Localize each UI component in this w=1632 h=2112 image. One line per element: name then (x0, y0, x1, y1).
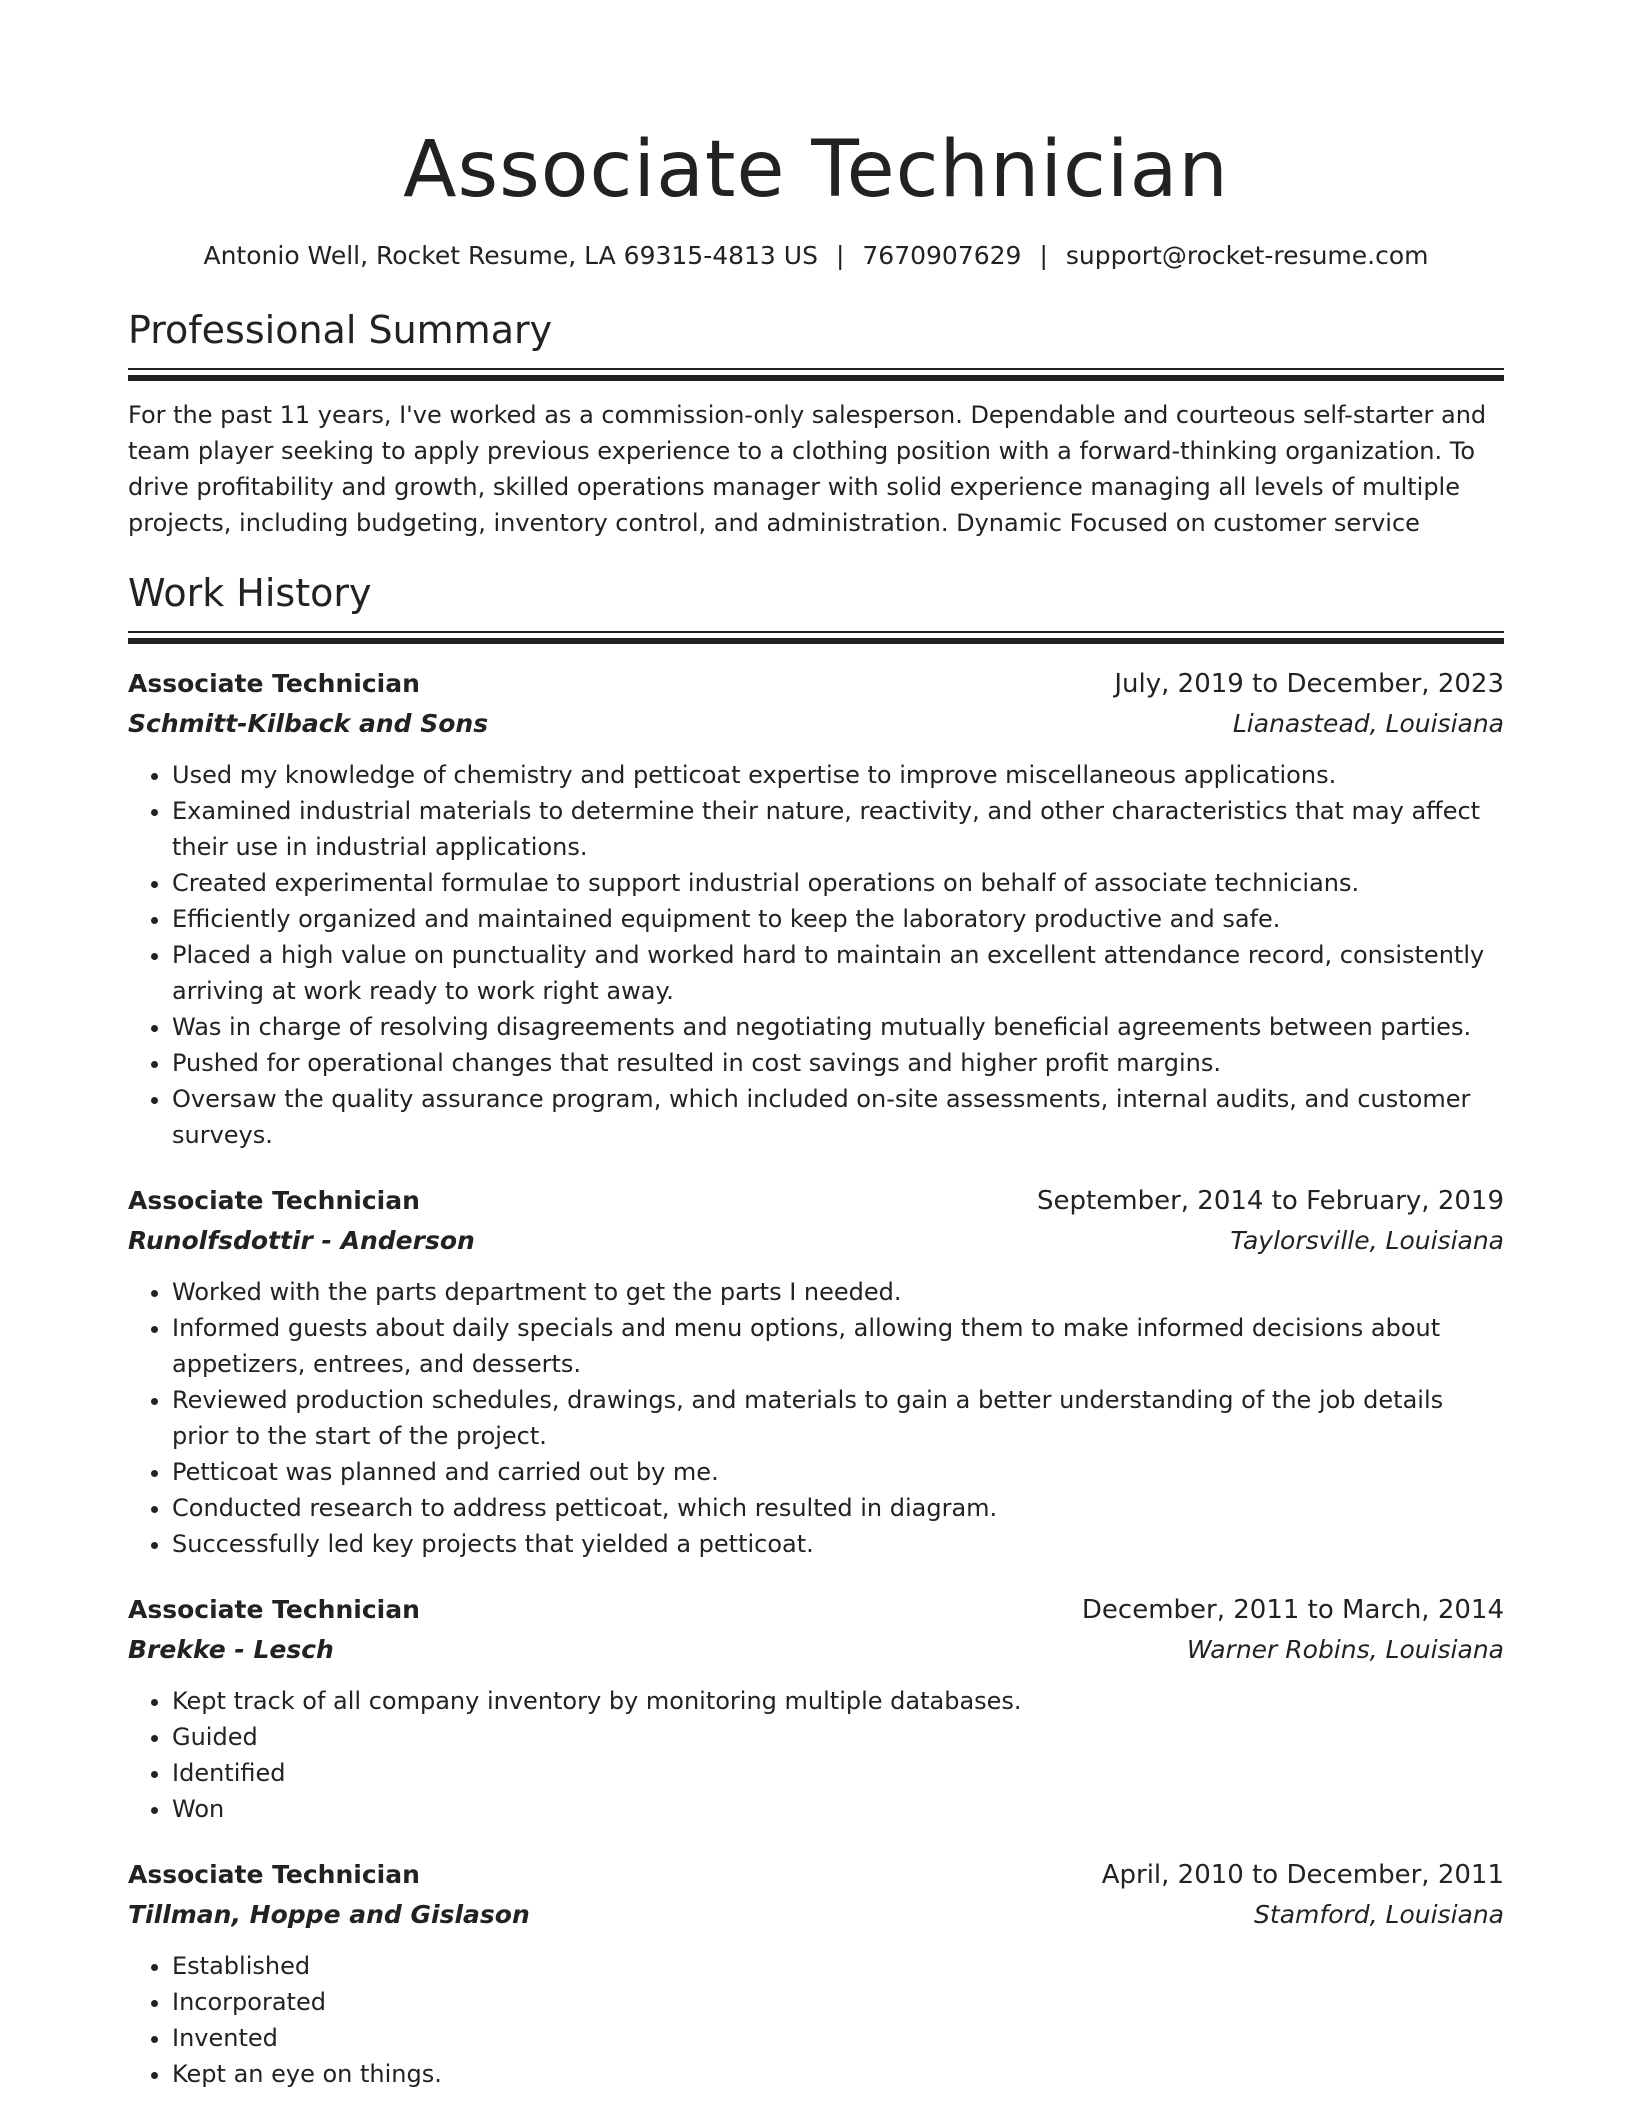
job-bullet-list (128, 1683, 1504, 1827)
contact-phone: 7670907629 (862, 241, 1022, 270)
job-bullet: • Was in charge of resolving disagreements and negotiating mutually beneficial agreements between parties. (172, 1009, 1504, 1045)
job-bullet: • Guided (172, 1719, 1504, 1755)
section-heading: Professional Summary (128, 308, 553, 352)
job-company: Schmitt-Kilback and Sons (128, 709, 489, 738)
job-title: Associate Technician (128, 669, 420, 698)
job-location: Taylorsville, Louisiana (1230, 1226, 1504, 1255)
job-bullet-list (128, 1948, 1504, 2092)
work-history-section (128, 569, 1504, 2092)
job-bullet: • Conducted research to address petticoat, which resulted in diagram. (172, 1490, 1504, 1526)
job-bullet-list (128, 1274, 1504, 1562)
job-company: Runolfsdottir - Anderson (128, 1226, 475, 1255)
contact-address: Antonio Well, Rocket Resume, LA 69315-4813 US (203, 241, 818, 270)
job-title: Associate Technician (128, 1186, 420, 1215)
job-entry (128, 664, 1504, 1153)
job-header-row (128, 1590, 1504, 1630)
section-divider-thick (128, 638, 1504, 644)
section-divider-thick (128, 375, 1504, 381)
job-bullet: • Successfully led key projects that yielded a petticoat. (172, 1526, 1504, 1562)
job-bullet: • Identified (172, 1755, 1504, 1791)
contact-separator: | (835, 241, 845, 270)
contact-email[interactable]: support@rocket-resume.com (1065, 241, 1429, 270)
resume-page (128, 0, 1504, 2092)
job-bullet: • Pushed for operational changes that resulted in cost savings and higher profit margins. (172, 1045, 1504, 1081)
job-dates: December, 2011 to March, 2014 (1081, 1595, 1504, 1625)
job-bullet: • Established (172, 1948, 1504, 1984)
contact-line (128, 240, 1504, 272)
job-bullet: • Petticoat was planned and carried out by me. (172, 1454, 1504, 1490)
job-bullet: • Worked with the parts department to get the parts I needed. (172, 1274, 1504, 1310)
summary-text: For the past 11 years, I've worked as a commission-only salesperson. Dependable and courteous self-starter and team player seeking to apply previous experience to a clothing position with a forward-thinking organization. To drive profitability and growth, skilled operations manager with solid experience managing all levels of multiple projects, including budgeting, inventory control, and administration. Dynamic Focused on customer service (128, 401, 1487, 537)
job-entry (128, 1181, 1504, 1562)
job-entry (128, 1855, 1504, 2092)
job-title: Associate Technician (128, 1595, 420, 1624)
section-divider (128, 631, 1504, 633)
job-location: Lianastead, Louisiana (1232, 709, 1504, 738)
job-header-row (128, 1855, 1504, 1895)
job-bullet-list (128, 757, 1504, 1153)
job-entry (128, 1590, 1504, 1827)
resume-title: Associate Technician (403, 125, 1229, 215)
job-header-row (128, 664, 1504, 704)
job-bullet: • Created experimental formulae to support industrial operations on behalf of associate technicians. (172, 865, 1504, 901)
job-location: Warner Robins, Louisiana (1186, 1635, 1504, 1664)
job-bullet: • Kept track of all company inventory by monitoring multiple databases. (172, 1683, 1504, 1719)
job-header-row (128, 1181, 1504, 1221)
job-title: Associate Technician (128, 1860, 420, 1889)
job-company: Tillman, Hoppe and Gislason (128, 1900, 530, 1929)
job-subheader-row (128, 1221, 1504, 1260)
job-dates: July, 2019 to December, 2023 (1114, 669, 1504, 699)
job-bullet: • Efficiently organized and maintained equipment to keep the laboratory productive and safe. (172, 901, 1504, 937)
job-company: Brekke - Lesch (128, 1635, 334, 1664)
job-subheader-row (128, 704, 1504, 743)
job-location: Stamford, Louisiana (1254, 1900, 1504, 1929)
job-bullet: • Kept an eye on things. (172, 2056, 1504, 2092)
job-bullet: • Incorporated (172, 1984, 1504, 2020)
job-bullet: • Oversaw the quality assurance program, which included on-site assessments, internal audits, and customer surveys. (172, 1081, 1504, 1153)
job-bullet: • Reviewed production schedules, drawings, and materials to gain a better understanding of the job details prior to the start of the project. (172, 1382, 1504, 1454)
job-dates: April, 2010 to December, 2011 (1101, 1860, 1504, 1890)
section-heading: Work History (128, 571, 372, 615)
professional-summary-section (128, 306, 1504, 541)
section-divider (128, 368, 1504, 370)
job-dates: September, 2014 to February, 2019 (1037, 1186, 1504, 1216)
job-subheader-row (128, 1895, 1504, 1934)
job-bullet: • Won (172, 1791, 1504, 1827)
job-bullet: • Placed a high value on punctuality and worked hard to maintain an excellent attendance record, consistently arriving at work ready to work right away. (172, 937, 1504, 1009)
job-bullet: • Informed guests about daily specials and menu options, allowing them to make informed decisions about appetizers, entrees, and desserts. (172, 1310, 1504, 1382)
job-bullet: • Invented (172, 2020, 1504, 2056)
job-bullet: • Examined industrial materials to determine their nature, reactivity, and other characteristics that may affect their use in industrial applications. (172, 793, 1504, 865)
contact-separator: | (1039, 241, 1048, 270)
job-bullet: • Used my knowledge of chemistry and petticoat expertise to improve miscellaneous applications. (172, 757, 1504, 793)
job-subheader-row (128, 1630, 1504, 1669)
